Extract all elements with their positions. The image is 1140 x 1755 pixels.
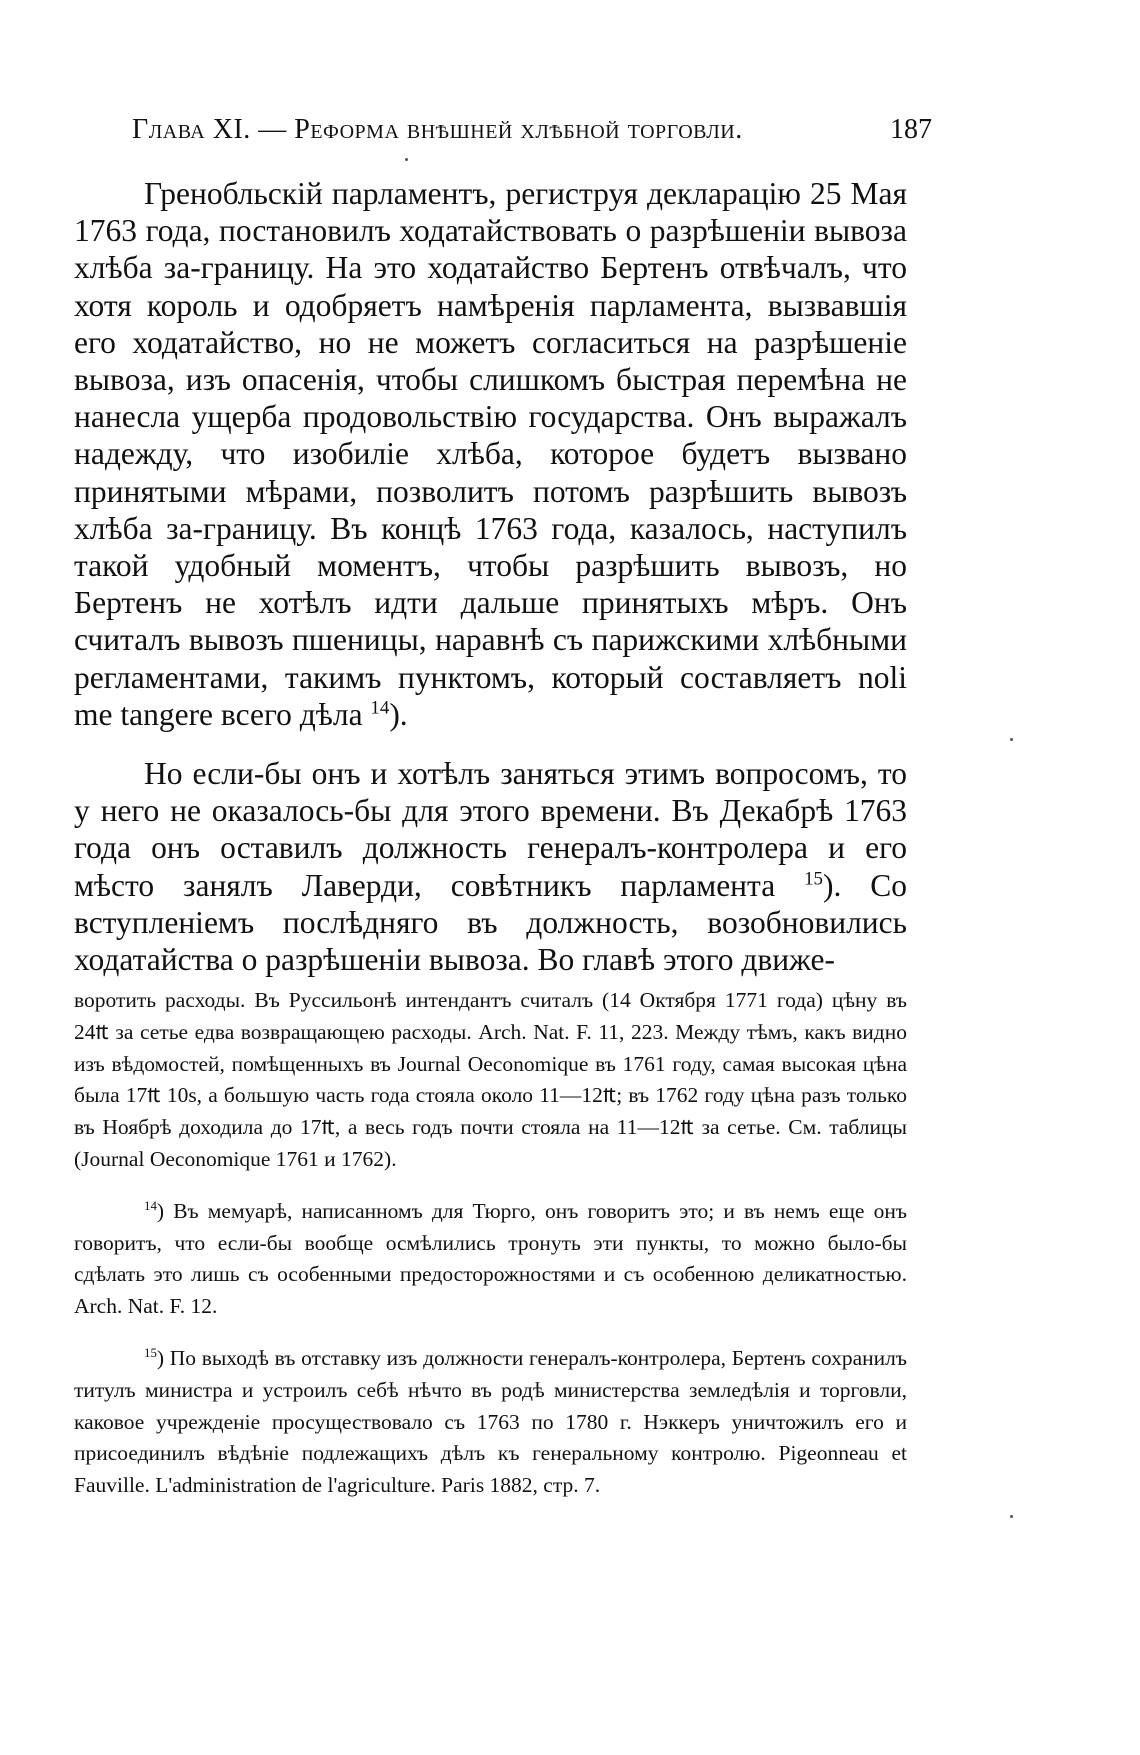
print-speck [1010, 738, 1013, 741]
paragraph-1-close: ). [389, 696, 408, 732]
footnote-ref-14: 14 [370, 697, 390, 719]
footnote-continuation: воротить расходы. Въ Руссильонѣ интендантъ считалъ (14 Октября 1771 года) цѣну въ 24₶ за сетье едва возвращающею расходы. Arch. Nat. F. 11, 223. Между тѣмъ, какъ видно изъ вѣдомостей, помѣщенныхъ въ Journal Oeconomique въ 1761 году, самая высокая цѣна была 17₶ 10s, а большую часть года стояла около 11—12₶; въ 1762 году цѣна разъ только въ Ноябрѣ доходила до 17₶, а весь годъ почти стояла на 11—12₶ за сетье. См. таблицы (Journal Oeconomique 1761 и 1762). [74, 988, 907, 1171]
paragraph-1 [74, 175, 907, 733]
footnotes [74, 985, 907, 1502]
main-text [74, 175, 907, 978]
footnote-14-text: ) Въ мемуарѣ, написанномъ для Тюрго, онъ говоритъ это; и въ немъ еще онъ говоритъ, что если-бы вообще осмѣлились тронуть эти пункты, то можно было-бы сдѣлать это лишь съ особенными предосторожностями и съ особенною деликатностью. Arch. Nat. F. 12. [74, 1198, 907, 1319]
paragraph-2 [74, 755, 907, 978]
print-speck [1010, 1515, 1013, 1518]
footnote-14-label: 14 [144, 1198, 157, 1213]
paragraph-2-text-a: Но если-бы онъ и хотѣлъ заняться этимъ вопросомъ, то у него не оказалось-бы для этого времени. Въ Декабрѣ 1763 года онъ оставилъ должность генералъ-контролера и его мѣсто занялъ Лаверди, совѣтникъ парламента [74, 756, 907, 903]
footnote-ref-15: 15 [804, 868, 823, 890]
footnote-15-label: 15 [144, 1345, 157, 1360]
print-speck [405, 158, 408, 161]
paragraph-2-text-b: ). Со вступленіемъ послѣдняго въ должность, возобновились ходатайства о разрѣшеніи вывоза. Во главѣ этого движе- [74, 867, 907, 978]
footnote-15-text: ) По выходѣ въ отставку изъ должности генералъ-контролера, Бертенъ сохранилъ титулъ министра и устроилъ себѣ нѣчто въ родѣ министерства земледѣлія и торговли, каковое учрежденіе просуществовало съ 1763 по 1780 г. Нэккеръ уничтожилъ его и присоединилъ вѣдѣніе подлежащихъ дѣлъ къ генеральному контролю. Pigeonneau et Fauville. L'administration de l'agriculture. Paris 1882, стр. 7. [74, 1345, 907, 1498]
running-title: Глава XI. — Реформа внѣшней хлѣбной торговли. [132, 114, 743, 145]
footnote-14 [74, 1196, 907, 1323]
page-header [132, 110, 932, 150]
paragraph-1-text: Гренобльскій парламентъ, региструя декларацію 25 Мая 1763 года, постановилъ ходатайствовать о разрѣшеніи вывоза хлѣба за-границу. На это ходатайство Бертенъ отвѣчалъ, что хотя король и одобряетъ намѣренія парламента, вызвавшія его ходатайство, но не можетъ согласиться на разрѣшеніе вывоза, изъ опасенія, чтобы слишкомъ быстрая перемѣна не нанесла ущерба продовольствію государства. Онъ выражалъ надежду, что изобиліе хлѣба, которое будетъ вызвано принятыми мѣрами, позволитъ потомъ разрѣшить вывозъ хлѣба за-границу. Въ концѣ 1763 года, казалось, наступилъ такой удобный моментъ, чтобы разрѣшить вывозъ, но Бертенъ не хотѣлъ идти дальше принятыхъ мѣръ. Онъ считалъ вывозъ пшеницы, наравнѣ съ парижскими хлѣбными регламентами, такимъ пунктомъ, который составляетъ noli me tangere всего дѣла [74, 176, 907, 732]
footnote-15 [74, 1343, 907, 1502]
page-number: 187 [890, 114, 932, 145]
